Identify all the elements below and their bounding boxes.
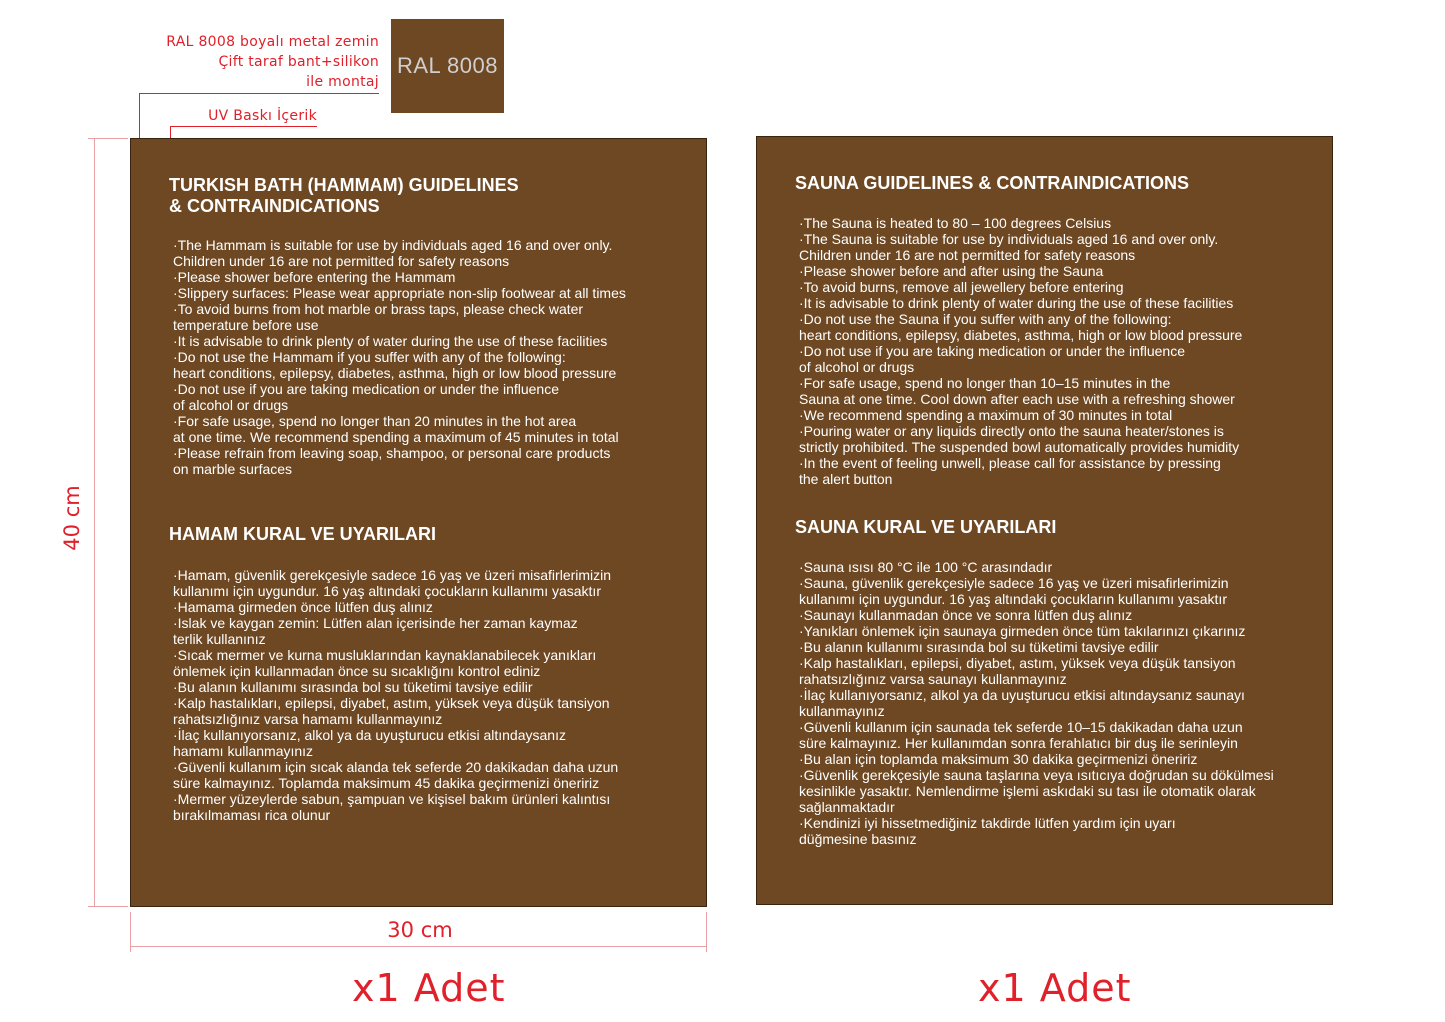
guideline-item: ·Kalp hastalıkları, epilepsi, diyabet, astım, yüksek veya düşük tansiyon rahatsızlığınız varsa saunayı kullanmayınız xyxy=(799,655,1236,687)
guideline-item: ·Saunayı kullanmadan önce ve sonra lütfen duş alınız xyxy=(799,607,1133,623)
print-leader-horizontal xyxy=(170,126,317,127)
guideline-item: ·Bu alan için toplamda maksimum 30 dakika geçirmenizi öneririz xyxy=(799,751,1198,767)
hammam-en-title: TURKISH BATH (HAMMAM) GUIDELINES & CONTRAINDICATIONS xyxy=(169,175,519,216)
guideline-item: ·Hamam, güvenlik gerekçesiyle sadece 16 yaş ve üzeri misafirlerimizin kullanımı için uygundur. 16 yaş altındaki çocukların kullanımı yasaktır xyxy=(173,567,612,599)
guideline-item: ·İlaç kullanıyorsanız, alkol ya da uyuşturucu etkisi altındaysanız saunayı kullanmayınız xyxy=(799,687,1245,719)
guideline-item: ·For safe usage, spend no longer than 20 minutes in the hot area at one time. We recommend spending a maximum of 45 minutes in total xyxy=(173,413,619,445)
material-leader-horizontal xyxy=(139,93,379,94)
sauna-en-guidelines xyxy=(799,215,1329,487)
ral-color-swatch xyxy=(391,19,504,113)
guideline-item: ·The Hammam is suitable for use by individuals aged 16 and over only. Children under 16 are not permitted for safety reasons xyxy=(173,237,613,269)
guideline-item: ·For safe usage, spend no longer than 10–15 minutes in the Sauna at one time. Cool down after each use with a refreshing shower xyxy=(799,375,1235,407)
guideline-item: ·Yanıkları önlemek için saunaya girmeden önce tüm takılarınızı çıkarınız xyxy=(799,623,1246,639)
guideline-item: ·Sıcak mermer ve kurna musluklarından kaynaklanabilecek yanıkları önlemek için kullanmadan önce su sıcaklığını kontrol ediniz xyxy=(173,647,597,679)
material-note xyxy=(150,32,379,92)
guideline-item: ·Please refrain from leaving soap, shampoo, or personal care products on marble surfaces xyxy=(173,445,611,477)
guideline-item: ·We recommend spending a maximum of 30 minutes in total xyxy=(799,407,1173,423)
sauna-en-title: SAUNA GUIDELINES & CONTRAINDICATIONS xyxy=(795,173,1190,193)
hammam-tr-title: HAMAM KURAL VE UYARILARI xyxy=(169,524,437,544)
sauna-quantity: x1 Adet xyxy=(978,966,1132,1010)
guideline-item: ·It is advisable to drink plenty of water during the use of these facilities xyxy=(799,295,1234,311)
guideline-item: ·Güvenli kullanım için saunada tek seferde 10–15 dakikadan daha uzun süre kalmayınız. Her kullanımdan sonra ferahlatıcı bir duş ile serinleyin xyxy=(799,719,1243,751)
guideline-item: ·Please shower before entering the Hammam xyxy=(173,269,456,285)
sauna-sign-panel xyxy=(756,136,1333,905)
guideline-item: ·To avoid burns, remove all jewellery before entering xyxy=(799,279,1124,295)
width-dimension-cap-left xyxy=(130,912,131,952)
swatch-label: RAL 8008 xyxy=(396,53,499,78)
hammam-tr-guidelines xyxy=(173,567,693,823)
guideline-item: ·Bu alanın kullanımı sırasında bol su tüketimi tavsiye edilir xyxy=(173,679,533,695)
width-dimension-cap-right xyxy=(706,912,707,952)
guideline-item: ·Do not use if you are taking medication or under the influence of alcohol or drugs xyxy=(173,381,560,413)
guideline-item: ·To avoid burns from hot marble or brass taps, please check water temperature before use xyxy=(173,301,584,333)
guideline-item: ·Kendinizi iyi hissetmediğiniz takdirde lütfen yardım için uyarı düğmesine basınız xyxy=(799,815,1176,847)
print-note: UV Baskı İçerik xyxy=(208,108,317,124)
hammam-sign-panel xyxy=(130,138,707,907)
height-dimension-cap-top xyxy=(88,138,128,139)
height-dimension-line xyxy=(94,138,95,907)
sauna-tr-title: SAUNA KURAL VE UYARILARI xyxy=(795,517,1057,537)
guideline-item: ·Islak ve kaygan zemin: Lütfen alan içerisinde her zaman kaymaz terlik kullanınız xyxy=(173,615,578,647)
guideline-item: ·The Sauna is heated to 80 – 100 degrees Celsius xyxy=(799,215,1112,231)
guideline-item: ·Pouring water or any liquids directly onto the sauna heater/stones is strictly prohibited. The suspended bowl automatically provides humidity xyxy=(799,423,1240,455)
guideline-item: ·Do not use the Hammam if you suffer with any of the following: heart conditions, epilepsy, diabetes, asthma, high or low blood pressure xyxy=(173,349,617,381)
guideline-item: ·Bu alanın kullanımı sırasında bol su tüketimi tavsiye edilir xyxy=(799,639,1159,655)
sauna-tr-guidelines xyxy=(799,559,1329,847)
guideline-item: ·İlaç kullanıyorsanız, alkol ya da uyuşturucu etkisi altındaysanız hamamı kullanmayınız xyxy=(173,727,566,759)
guideline-item: ·In the event of feeling unwell, please call for assistance by pressing the alert button xyxy=(799,455,1221,487)
height-dimension-cap-bottom xyxy=(88,906,128,907)
guideline-item: ·Please shower before and after using the Sauna xyxy=(799,263,1104,279)
guideline-item: ·Güvenli kullanım için sıcak alanda tek seferde 20 dakikadan daha uzun süre kalmayınız. Toplamda maksimum 45 dakika geçirmenizi öneririz xyxy=(173,759,619,791)
material-note-line-3: ile montaj xyxy=(306,74,379,90)
guideline-item: ·Hamama girmeden önce lütfen duş alınız xyxy=(173,599,433,615)
guideline-item: ·Slippery surfaces: Please wear appropriate non-slip footwear at all times xyxy=(173,285,626,301)
guideline-item: ·Sauna, güvenlik gerekçesiyle sadece 16 yaş ve üzeri misafirlerimizin kullanımı için uygundur. 16 yaş altındaki çocukların kullanımı yasaktır xyxy=(799,575,1229,607)
guideline-item: ·Do not use if you are taking medication or under the influence of alcohol or drugs xyxy=(799,343,1186,375)
width-dimension-line xyxy=(130,946,707,947)
hammam-quantity: x1 Adet xyxy=(352,966,506,1010)
guideline-item: ·Mermer yüzeylerde sabun, şampuan ve kişisel bakım ürünleri kalıntısı bırakılmaması rica olunur xyxy=(173,791,611,823)
width-dimension-label: 30 cm xyxy=(387,918,453,942)
hammam-en-guidelines xyxy=(173,237,693,477)
guideline-item: ·It is advisable to drink plenty of water during the use of these facilities xyxy=(173,333,608,349)
guideline-item: ·Güvenlik gerekçesiyle sauna taşlarına veya ısıtıcıya doğrudan su dökülmesi kesinlikle yasaktır. Nemlendirme işlemi askıdaki su tası ile otomatik olarak sağlanmaktadır xyxy=(799,767,1274,815)
material-note-line-1: RAL 8008 boyalı metal zemin xyxy=(166,34,379,50)
guideline-item: ·Kalp hastalıkları, epilepsi, diyabet, astım, yüksek veya düşük tansiyon rahatsızlığınız varsa hamamı kullanmayınız xyxy=(173,695,610,727)
material-note-line-2: Çift taraf bant+silikon xyxy=(218,54,379,70)
height-dimension-label: 40 cm xyxy=(60,485,84,551)
guideline-item: ·Sauna ısısı 80 °C ile 100 °C arasındadır xyxy=(799,559,1053,575)
guideline-item: ·The Sauna is suitable for use by individuals aged 16 and over only. Children under 16 are not permitted for safety reasons xyxy=(799,231,1219,263)
guideline-item: ·Do not use the Sauna if you suffer with any of the following: heart conditions, epilepsy, diabetes, asthma, high or low blood pressure xyxy=(799,311,1243,343)
